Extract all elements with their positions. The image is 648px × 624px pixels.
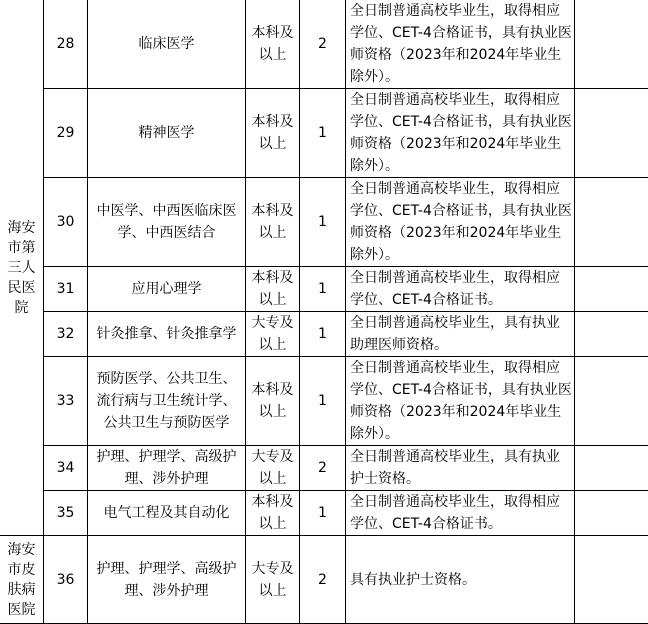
- education-cell: 大专及以上: [246, 446, 300, 491]
- headcount-cell: 2: [300, 536, 346, 624]
- position-number: 28: [44, 0, 88, 89]
- education-cell: 大专及以上: [246, 312, 300, 357]
- requirement-cell: 全日制普通高校毕业生，取得相应学位、CET-4合格证书。: [346, 491, 575, 536]
- remark-cell: [575, 89, 648, 178]
- requirement-cell: 全日制普通高校毕业生，取得相应学位、CET-4合格证书，具有执业医师资格（2023年和2024年毕业生除外）。: [346, 0, 575, 89]
- remark-cell: [575, 536, 648, 624]
- education-cell: 本科及以上: [246, 89, 300, 178]
- position-number: 29: [44, 89, 88, 178]
- remark-cell: [575, 267, 648, 312]
- requirement-cell: 全日制普通高校毕业生，取得相应学位、CET-4合格证书，具有执业医师资格（2023年和2024年毕业生除外）。: [346, 89, 575, 178]
- education-cell: 本科及以上: [246, 357, 300, 446]
- position-number: 36: [44, 536, 88, 624]
- remark-cell: [575, 178, 648, 267]
- table-row: [0, 536, 648, 624]
- education-cell: 本科及以上: [246, 491, 300, 536]
- major-cell: 针灸推拿、针灸推拿学: [88, 312, 246, 357]
- requirement-cell: 全日制普通高校毕业生，取得相应学位、CET-4合格证书，具有执业医师资格（2023年和2024年毕业生除外）。: [346, 178, 575, 267]
- remark-cell: [575, 0, 648, 89]
- major-cell: 预防医学、公共卫生、流行病与卫生统计学、公共卫生与预防医学: [88, 357, 246, 446]
- remark-cell: [575, 357, 648, 446]
- headcount-cell: 1: [300, 89, 346, 178]
- position-number: 30: [44, 178, 88, 267]
- headcount-cell: 1: [300, 178, 346, 267]
- education-cell: 大专及以上: [246, 536, 300, 624]
- table-row: [0, 357, 648, 446]
- table-row: [0, 446, 648, 491]
- requirement-cell: 全日制普通高校毕业生，取得相应学位、CET-4合格证书。: [346, 267, 575, 312]
- major-cell: 护理、护理学、高级护理、涉外护理: [88, 446, 246, 491]
- table-row: [0, 178, 648, 267]
- requirement-cell: 全日制普通高校毕业生，具有执业助理医师资格。: [346, 312, 575, 357]
- headcount-cell: 1: [300, 312, 346, 357]
- major-cell: 应用心理学: [88, 267, 246, 312]
- headcount-cell: 2: [300, 446, 346, 491]
- headcount-cell: 1: [300, 267, 346, 312]
- unit-name-cell: 海安市皮肤病医院: [0, 536, 44, 624]
- headcount-cell: 1: [300, 357, 346, 446]
- education-cell: 本科及以上: [246, 0, 300, 89]
- education-cell: 本科及以上: [246, 178, 300, 267]
- requirement-cell: 全日制普通高校毕业生，具有执业护士资格。: [346, 446, 575, 491]
- table-row: [0, 89, 648, 178]
- remark-cell: [575, 312, 648, 357]
- position-number: 33: [44, 357, 88, 446]
- position-number: 31: [44, 267, 88, 312]
- position-number: 34: [44, 446, 88, 491]
- unit-name-cell: 海安市第三人民医院: [0, 0, 44, 536]
- table-row: [0, 267, 648, 312]
- headcount-cell: 1: [300, 491, 346, 536]
- requirement-cell: 全日制普通高校毕业生，取得相应学位、CET-4合格证书，具有执业医师资格（2023年和2024年毕业生除外）。: [346, 357, 575, 446]
- headcount-cell: 2: [300, 0, 346, 89]
- table-row: [0, 0, 648, 89]
- major-cell: 临床医学: [88, 0, 246, 89]
- table-row: [0, 491, 648, 536]
- remark-cell: [575, 491, 648, 536]
- requirement-cell: 具有执业护士资格。: [346, 536, 575, 624]
- education-cell: 本科及以上: [246, 267, 300, 312]
- position-number: 35: [44, 491, 88, 536]
- position-number: 32: [44, 312, 88, 357]
- table-row: [0, 312, 648, 357]
- major-cell: 电气工程及其自动化: [88, 491, 246, 536]
- major-cell: 精神医学: [88, 89, 246, 178]
- major-cell: 中医学、中西医临床医学、中西医结合: [88, 178, 246, 267]
- remark-cell: [575, 446, 648, 491]
- major-cell: 护理、护理学、高级护理、涉外护理: [88, 536, 246, 624]
